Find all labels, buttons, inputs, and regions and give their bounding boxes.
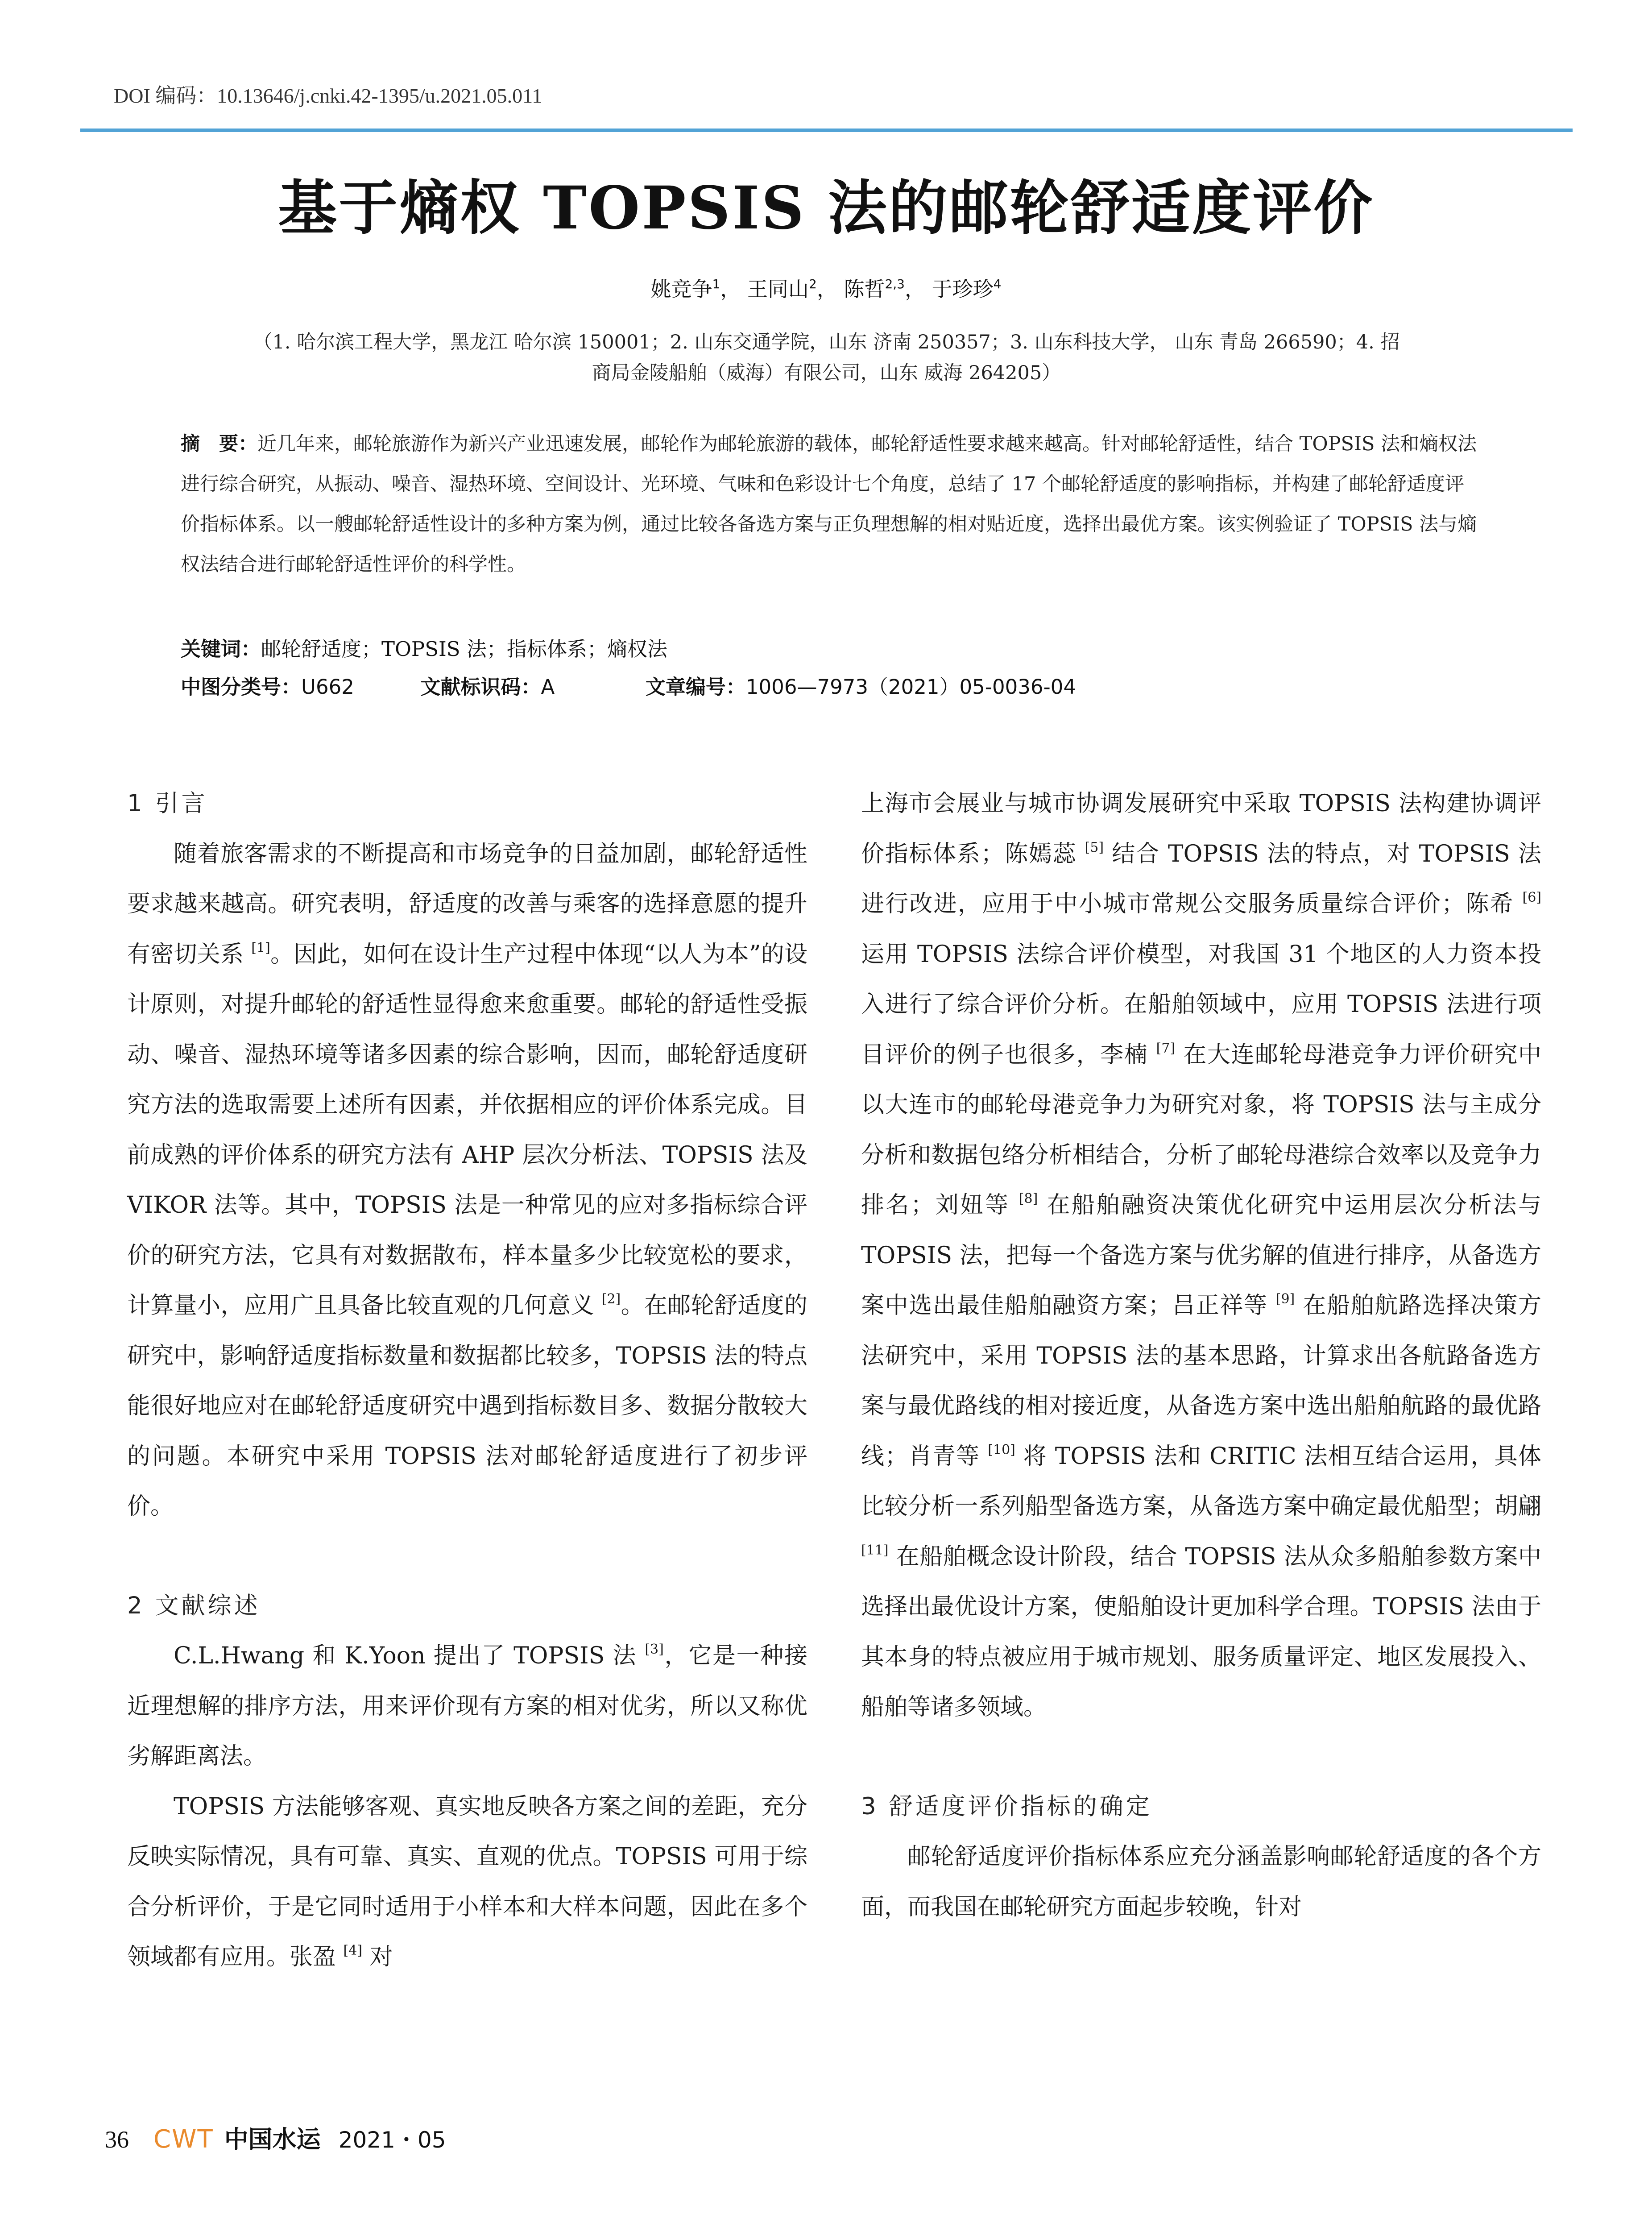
author-name: 姚竞争: [650, 277, 712, 301]
right-column: [861, 779, 1541, 1932]
author-name: 王同山: [747, 277, 809, 301]
text-run: 在船舶融资决策优化研究中运用层次分析法与 TOPSIS 法，把每一个备选方案与优劣解的值进行排序，从备选方案中选出最佳船舶融资方案；吕正祥等: [861, 1192, 1541, 1319]
section-heading: 3 舒适度评价指标的确定: [861, 1792, 1152, 1820]
paragraph: [861, 779, 1541, 1733]
section-heading: 1 引言: [127, 790, 208, 817]
text-run: 随着旅客需求的不断提高和市场竞争的日益加剧，邮轮舒适性要求越来越高。研究表明，舒适度的改善与乘客的选择意愿的提升有密切关系: [127, 840, 807, 968]
article-number-value: 1006—7973（2021）05-0036-04: [745, 675, 1076, 699]
citation-ref: [6]: [1522, 890, 1541, 905]
text-run: 在大连邮轮母港竞争力评价研究中以大连市的邮轮母港竞争力为研究对象，将 TOPSIS 法与主成分分析和数据包络分析相结合，分析了邮轮母港综合效率以及竞争力排名；刘妞等: [861, 1041, 1541, 1219]
citation-ref: [2]: [601, 1291, 621, 1307]
article-number-label: 文章编号：: [645, 675, 746, 699]
citation-ref: [8]: [1019, 1191, 1038, 1207]
text-run: ，它是一种接近理想解的排序方法，用来评价现有方案的相对优劣，所以又称优劣解距离法。: [127, 1642, 807, 1770]
citation-ref: [3]: [645, 1642, 664, 1657]
paragraph: [127, 1631, 807, 1782]
citation-ref: [1]: [251, 940, 270, 956]
classification-line: [181, 671, 1076, 700]
citation-ref: [9]: [1275, 1291, 1295, 1307]
citation-ref: [11]: [861, 1542, 889, 1558]
author-separator: ，: [720, 277, 741, 301]
issue-label: 2021・05: [338, 2127, 446, 2153]
text-run: 将 TOPSIS 法和 CRITIC 法相互结合运用，具体比较分析一系列船型备选方案，从备选方案中确定最优船型；胡翩: [861, 1443, 1542, 1520]
clc-label: 中图分类号：: [181, 675, 302, 699]
text-run: 对: [369, 1944, 393, 1970]
abstract-label: 摘 要：: [181, 433, 257, 455]
doi-line: DOI 编码：10.13646/j.cnki.42-1395/u.2021.05.011: [114, 84, 542, 107]
doc-code-label: 文献标识码：: [420, 675, 541, 699]
affiliations: [116, 327, 1537, 389]
doc-code-value: A: [541, 675, 555, 699]
article-title: 基于熵权 TOPSIS 法的邮轮舒适度评价: [278, 174, 1374, 243]
text-run: 。因此，如何在设计生产过程中体现“以人为本”的设计原则，对提升邮轮的舒适性显得愈来愈重要。邮轮的舒适性受振动、噪音、湿热环境等诸多因素的综合影响，因而，邮轮舒适度研究方法的选取需要上述所有因素，并依据相应的评价体系完成。目前成熟的评价体系的研究方法有 AHP 层次分析法、TOPSIS 法及 VIKOR 法等。其中，TOPSIS 法是一种常见的应对多指标综合评价的研究方法，它具有对数据散布，样本量多少比较宽松的要求，计算量小，应用广且具备比较直观的几何意义: [127, 941, 807, 1319]
author-separator: ，: [904, 277, 925, 301]
clc-value: U662: [301, 675, 354, 699]
author-affil-mark: 1: [712, 277, 720, 291]
keywords-text: 邮轮舒适度；TOPSIS 法；指标体系；熵权法: [261, 637, 667, 661]
citation-ref: [10]: [988, 1442, 1015, 1458]
brand-logo: CWT: [153, 2125, 214, 2154]
text-run: 结合 TOPSIS 法的特点，对 TOPSIS 法进行改进，应用于中小城市常规公交服务质量综合评价；陈希: [861, 840, 1541, 917]
text-run: 在船舶概念设计阶段，结合 TOPSIS 法从众多船舶参数方案中选择出最优设计方案，使船舶设计更加科学合理。TOPSIS 法由于其本身的特点被应用于城市规划、服务质量评定、地区发展投入、船舶等诸多领域。: [861, 1543, 1541, 1721]
affiliation-line: （1. 哈尔滨工程大学，黑龙江 哈尔滨 150001；2. 山东交通学院，山东 济南 250357；3. 山东科技大学， 山东 青岛 266590；4. 招: [253, 331, 1400, 353]
text-run: 在船舶航路选择决策方法研究中，采用 TOPSIS 法的基本思路，计算求出各航路备选方案与最优路线的相对接近度，从备选方案中选出船舶航路的最优路线；肖青等: [861, 1292, 1541, 1470]
citation-ref: [7]: [1156, 1040, 1176, 1056]
keywords: [181, 633, 667, 662]
text-run: 运用 TOPSIS 法综合评价模型，对我国 31 个地区的人力资本投入进行了综合评价分析。在船舶领域中，应用 TOPSIS 法进行项目评价的例子也很多，李楠: [861, 941, 1541, 1068]
author-affil-mark: 2: [809, 277, 817, 291]
author-affil-mark: 4: [993, 277, 1002, 291]
author-separator: ，: [816, 277, 837, 301]
paragraph: [127, 829, 807, 1532]
section-heading: 2 文献综述: [127, 1592, 261, 1619]
paragraph: [127, 1782, 807, 1982]
page-number: 36: [105, 2126, 129, 2153]
author-name: 于珍珍: [932, 277, 994, 301]
page-footer: [105, 2120, 446, 2155]
text-run: 上海市会展业与城市协调发展研究中采取 TOPSIS 法构建协调评价指标体系；陈嫣蕊: [861, 790, 1541, 867]
keywords-label: 关键词：: [181, 637, 261, 661]
citation-ref: [5]: [1085, 839, 1104, 855]
journal-name: 中国水运: [224, 2125, 321, 2153]
text-run: TOPSIS 方法能够客观、真实地反映各方案之间的差距，充分反映实际情况，具有可靠、真实、直观的优点。TOPSIS 可用于综合分析评价，于是它同时适用于小样本和大样本问题，因此在多个领域都有应用。张盈: [127, 1793, 807, 1970]
affiliation-line: 商局金陵船舶（威海）有限公司，山东 威海 264205）: [592, 362, 1061, 384]
header-rule: [80, 129, 1573, 132]
left-column: [127, 779, 807, 1982]
abstract-text: 近几年来，邮轮旅游作为新兴产业迅速发展，邮轮作为邮轮旅游的载体，邮轮舒适性要求越来越高。针对邮轮舒适性，结合 TOPSIS 法和熵权法进行综合研究，从振动、噪音、湿热环境、空间设计、光环境、气味和色彩设计七个角度，总结了 17 个邮轮舒适度的影响指标，并构建了邮轮舒适度评价指标体系。以一艘邮轮舒适性设计的多种方案为例，通过比较各备选方案与正负理想解的相对贴近度，选择出最优方案。该实例验证了 TOPSIS 法与熵权法结合进行邮轮舒适性评价的科学性。: [181, 433, 1477, 576]
author-affil-mark: 2,3: [885, 277, 905, 291]
author-name: 陈哲: [844, 277, 885, 301]
abstract: [181, 424, 1483, 585]
citation-ref: [4]: [343, 1943, 363, 1958]
text-run: C.L.Hwang 和 K.Yoon 提出了 TOPSIS 法: [174, 1642, 637, 1669]
text-run: 。在邮轮舒适度的研究中，影响舒适度指标数量和数据都比较多，TOPSIS 法的特点能很好地应对在邮轮舒适度研究中遇到指标数目多、数据分散较大的问题。本研究中采用 TOPSIS 法对邮轮舒适度进行了初步评价。: [127, 1292, 807, 1520]
author-line: [0, 273, 1652, 303]
paragraph: 邮轮舒适度评价指标体系应充分涵盖影响邮轮舒适度的各个方面，而我国在邮轮研究方面起步较晚，针对: [861, 1843, 1541, 1920]
